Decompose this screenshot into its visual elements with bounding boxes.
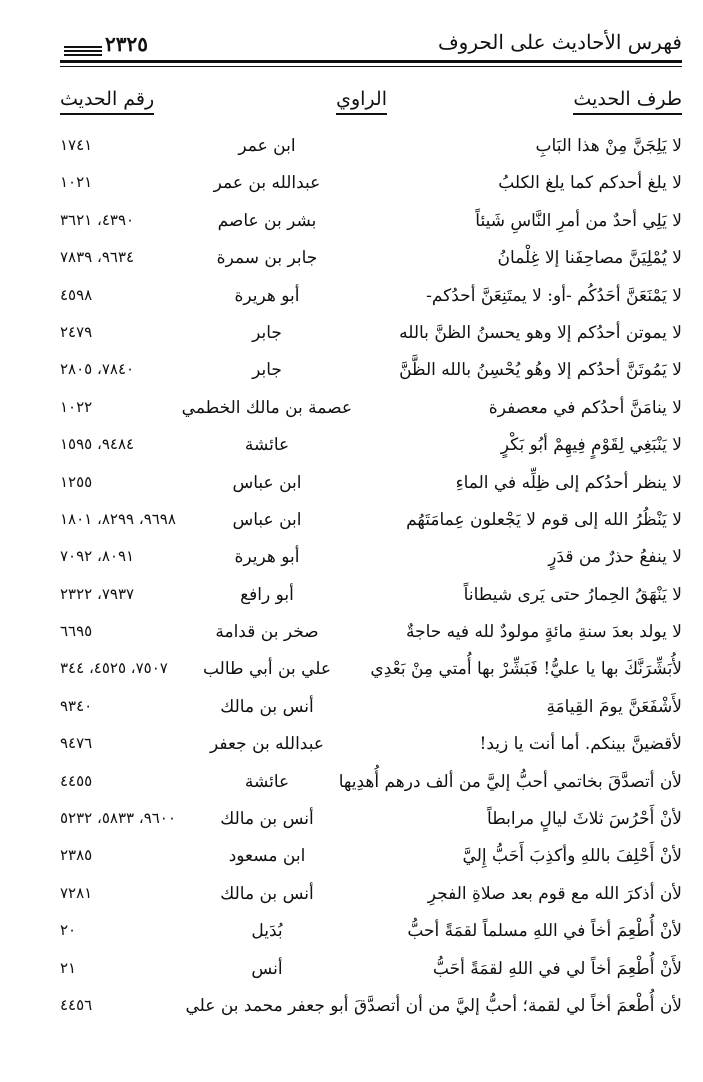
hadith-text: لأنْ أَحْرُسَ ثلاثَ ليالٍ مرابطاً [487,809,682,830]
column-header-hadith-label: طرف الحديث [573,88,682,110]
hadith-text: لأن أتصدَّقَ بخاتمي أحبُّ إليَّ من ألف درهم أُهدِيها [338,771,682,792]
table-row [60,988,682,1025]
hadith-text: لا يَلِي أحدٌ من أمرِ النَّاسِ شَيئاً [475,210,682,231]
table-row [60,651,682,688]
hadith-number: ٩٦٩٨، ٨٢٩٩، ١٨٠١ [60,509,176,528]
hadith-number: ٢٣٨٥ [60,846,93,865]
hadith-number: ٤٤٥٥ [60,771,93,790]
column-header-rawi [336,88,387,115]
narrator: أنس بن مالك [220,696,314,717]
table-row [60,726,682,763]
hadith-text: لأنْ أُطْعِمَ أخاً في اللهِ مسلماً لقمَةً أحبُّ [407,921,682,942]
hadith-text: لا ينامَنَّ أحدُكم في معصفرة [488,397,682,418]
narrator: جابر [252,360,282,381]
table-row [60,539,682,576]
hadith-number: ١٢٥٥ [60,472,93,491]
hadith-number: ٤٥٩٨ [60,285,93,304]
narrator: ابن عمر [238,136,296,156]
hadith-text: لأنْ أَحْلِفَ باللهِ وأكذِبَ أَحَبُّ إِليَّ [462,846,682,867]
narrator: جابر بن سمرة [216,248,318,269]
column-header-underline [573,113,682,115]
narrator: عائشة [244,771,290,792]
column-header-hadith [573,88,682,115]
table-row [60,465,682,502]
hadith-text: لا يَنْظُرُ الله إلى قوم لا يَجْعلون عِمامَتَهُم [406,509,682,530]
hadith-text: لا يموتن أحدُكم إلا وهو يحسنُ الظنَّ بالله [399,322,682,343]
hadith-number: ٤٣٩٠، ٣٦٢١ [60,210,135,229]
hadith-index-table [60,128,682,1025]
table-row [60,278,682,315]
hadith-number: ١٠٢١ [60,173,93,192]
hadith-number: ٨٠٩١، ٧٠٩٢ [60,547,135,566]
header-rule-thick [60,60,682,63]
table-row [60,165,682,202]
hadith-text: لأَشْفَعَنَّ يومَ القِيامَةِ [546,696,682,717]
page-number-ornament [64,46,102,58]
narrator: ابن مسعود [228,846,306,867]
hadith-number: ٤٤٥٦ [60,995,93,1014]
hadith-text: لأَنْ أُطْعِمَ أخاً لي في اللهِ لقمَةً أحَبُّ [432,958,682,979]
column-header-raqm [60,88,154,115]
narrator: بشر بن عاصم [217,210,317,231]
narrator: عائشة [244,435,290,456]
hadith-number: ١٧٤١ [60,136,93,154]
table-row [60,614,682,651]
table-row [60,240,682,277]
narrator: أبو جعفر محمد بن علي [185,995,349,1016]
table-row [60,801,682,838]
narrator: أبو هريرة [234,285,300,306]
table-row [60,689,682,726]
hadith-number: ٢٠ [60,921,77,940]
table-row [60,838,682,875]
table-row [60,128,682,165]
hadith-number: ٢١ [60,958,77,977]
table-row [60,876,682,913]
header-rule-thin [60,66,682,67]
hadith-text: لأُبَشِّرَنَّكَ بها يا عليُّ! فَبَشِّرْ بها أُمتي مِنْ بَعْدِي [370,659,682,680]
table-row [60,352,682,389]
table-row [60,764,682,801]
column-header-underline [336,113,387,115]
table-row [60,315,682,352]
hadith-text: لأن أُطْعمَ أخاً لي لقمة؛ أحبُّ إليَّ من أن أتصدَّقَ [353,995,682,1016]
narrator: ابن عباس [232,472,302,493]
hadith-number: ٧٥٠٧، ٤٥٢٥، ٣٤٤ [60,659,168,678]
hadith-text: لا يلغ أحدكم كما يلغ الكلبُ [498,173,682,194]
column-header-underline [60,113,154,115]
hadith-number: ١٠٢٢ [60,397,93,416]
table-row [60,390,682,427]
hadith-text: لا يَمُوتَنَّ أحدُكم إلا وهُو يُحْسِنُ بالله الظَّنَّ [399,360,682,381]
table-row [60,203,682,240]
hadith-text: لا يَمْنَعَنَّ أحَدُكُم -أو: لا يمتَنِعَنَّ أحدُكم- [426,285,682,306]
hadith-number: ٩٤٧٦ [60,734,93,753]
hadith-text: لا يولد بعدَ سنةِ مائةٍ مولودٌ لله فيه حاجةٌ [405,622,682,643]
running-header [60,30,682,70]
hadith-text: لا يَنْهَقُ الحِمارُ حتى يَرى شيطاناً [463,584,682,605]
narrator: جابر [252,322,282,343]
narrator: عبدالله بن عمر [213,173,321,194]
narrator: أبو هريرة [234,547,300,568]
hadith-text: لأن أذكرَ الله مع قوم بعد صلاةِ الفجرِ [427,883,682,904]
table-row [60,577,682,614]
table-row [60,951,682,988]
hadith-text: لأقضينَّ بينكم. أما أنت يا زيد! [479,734,682,755]
hadith-text: لا يُمْلِيَنَّ مصاحِفَنا إلا غِلْمانُ [497,248,682,269]
narrator: أنس بن مالك [220,883,314,904]
narrator: أنس بن مالك [220,809,314,830]
table-row [60,502,682,539]
narrator: أبو رافع [240,584,294,605]
column-header-rawi-label: الراوي [336,88,387,110]
narrator: أنس [251,958,283,979]
narrator: صخر بن قدامة [215,622,319,643]
table-row [60,427,682,464]
hadith-number: ٢٤٧٩ [60,322,93,341]
hadith-number: ٩٦٣٤، ٧٨٣٩ [60,248,135,267]
narrator: عبدالله بن جعفر [209,734,324,755]
hadith-text: لا يَلِجَنَّ مِنْ هذا البَابِ [535,136,682,156]
hadith-number: ٩٣٤٠ [60,696,93,715]
header-title: فهرس الأحاديث على الحروف [437,30,682,54]
column-header-raqm-label: رقم الحديث [60,88,155,110]
narrator: ابن عباس [232,509,302,530]
table-row [60,913,682,950]
narrator: بُدَيل [251,921,283,942]
hadith-text: لا ينفعُ حذرٌ من قدَرٍ [548,547,682,568]
hadith-number: ٧٨٤٠، ٢٨٠٥ [60,360,135,379]
hadith-number: ٧٢٨١ [60,883,93,902]
hadith-number: ٩٦٠٠، ٥٨٣٣، ٥٢٣٢ [60,809,176,828]
hadith-number: ٦٦٩٥ [60,622,93,641]
hadith-text: لا ينظر أحدُكم إلى ظِلِّه في الماءِ [455,472,682,493]
page-number: ٢٣٢٥ [105,32,148,56]
narrator: عصمة بن مالك الخطمي [181,397,352,418]
column-headers [60,88,682,120]
hadith-number: ٩٤٨٤، ١٥٩٥ [60,435,135,454]
hadith-text: لا يَنْبَغِي لِقَوْمٍ فِيهِمْ أبُو بَكْرٍ [500,435,682,456]
hadith-number: ٧٩٣٧، ٢٣٢٢ [60,584,135,603]
narrator: علي بن أبي طالب [202,659,332,680]
